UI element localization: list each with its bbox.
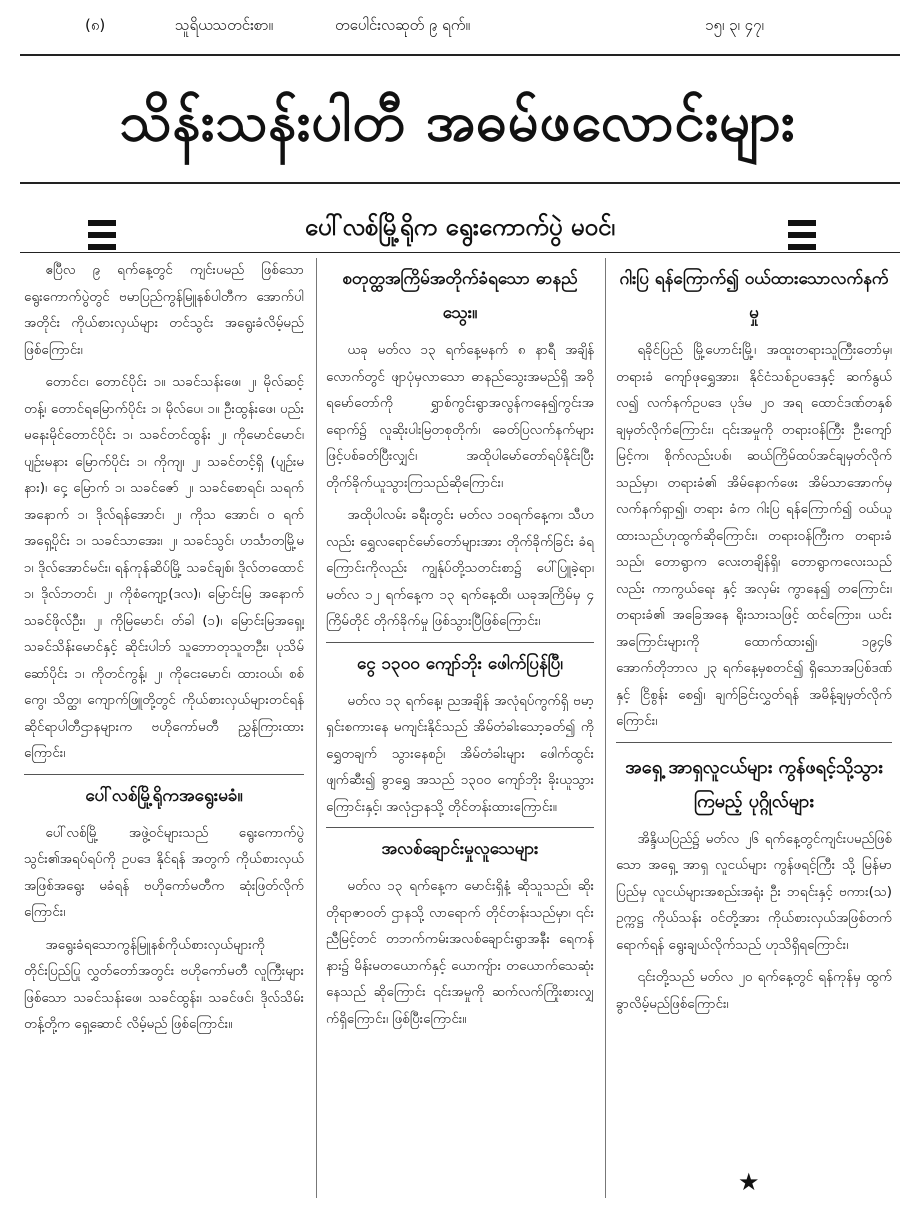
- paragraph: ဧပြီလ ၉ ရက်နေ့တွင် ကျင်းပမည် ဖြစ်သော ရွေးကောက်ပွဲတွင် ဗမာပြည်ကွန်မြူနစ်ပါတီက အောက်ပါအတိုင်း ကိုယ်စားလှယ်များ တင်သွင်း အရွေးခံလိမ့်မည် ဖြစ်ကြောင်း၊: [24, 263, 304, 358]
- date-burmese: တပေါင်းလဆုတ် ၉ ရက်။: [335, 16, 470, 34]
- paragraph: ရခိုင်ပြည် မြို့ဟောင်းမြို့၊ အထူးတရားသူကြီးတော်မှ၊ တရားခံ ကျော်ဖုရွှေအား၊ နိုင်ငံသစ်ဥပဒေနှင့် ဆက်နွယ်လ၍ လက်နက်ဥပဒေ ပုဒ်မ ၂၀ အရ ထောင်ဒဏ်တနှစ်ချမှတ်လိုက်ကြောင်း၊ ၎င်းအမှုကို တရားဝန်ကြီး ဦးကျော်မြင့်က၊ စိုက်လည်းပစ်၊ ဆယ်ကြိမ်ထပ်အင်ချမှတ်လိုက်သည်မှာ၊ တရားခံ၏ အိမ်နောက်ဖေး အိမ်သာအောက်မှ လက်နက်ရှာ၍၊ တရား ခံက ဂါးပြ ရန်ကြောက်၍ ဝယ်ယူထားသည်ဟုထွက်ဆိုကြောင်း၊ တရားဝန်ကြီးက တရားခံသည်၊ တောရွာက လေးတချိန်ရှိ၊ တောရွာကလေးသည်လည်း ကာကွယ်ရေး နှင့် အလှမ်း ကွာနေ၍ တကြောင်း၊ တရားခံ၏ အခြေအနေ ရိုးသားသဖြင့် ထင်ကြေား၊ ယင်းအကြောင်းများကို ထောက်ထား၍၊ ၁၉၄၆ အောက်တိုဘာလ ၂၃ ရက်နေ့မှစတင်၍ ရှိသောအပြစ်ဒဏ်နှင့် ငြိစွန်း စေ၍၊ ချက်ခြင်းလွှတ်ရန် အမိန့်ချမှတ်လိုက်ကြောင်း၊: [616, 343, 892, 729]
- article-heading: အရှေ့ အာရှလူငယ်များ ကွန်ဖရင့်သို့သွားကြမည့် ပုဂ္ဂိုလ်များ: [616, 742, 892, 819]
- subhead-rule: [20, 252, 900, 253]
- date-numeric: ၁၅၊ ၃၊ ၄၇၊: [705, 16, 764, 34]
- left-bar-ornament: [88, 220, 116, 250]
- middle-column: [326, 258, 594, 1039]
- article-heading: ဂါးပြ ရန်ကြောက်၍ ဝယ်ထားသောလက်နက်မှု: [619, 269, 889, 323]
- article-heading: စတုတ္ထအကြိမ်အတိုက်ခံရသော ဓာနည်သွေး။: [342, 269, 578, 323]
- article-heading: အလစ်ချောင်းမှုလူသေများ: [326, 827, 594, 866]
- column-divider-right: [605, 258, 606, 1198]
- left-column: [24, 258, 304, 1045]
- page-header: [0, 6, 915, 42]
- paragraph: အိန္ဒိယပြည်၌ မတ်လ ၂၆ ရက်နေ့တွင်ကျင်းပမည်ဖြစ်သော အရှေ့ အာရှ လူငယ်များ ကွန်ဖရင့်ကြီး သို့ မြန်မာပြည်မှ လူငယ်များအစည်းအရုံး ဦး ဘရင်းနှင့် ဗကား(သ) ဥက္ကဋ္ဌ ကိုယ်သန်း ဝင်တို့အား ကိုယ်စားလှယ်အဖြစ်တက်ရောက်ရန် ရွေးချယ်လိုက်သည် ဟုသိရှိရကြောင်း၊: [616, 831, 892, 953]
- page-number: (၈): [85, 16, 106, 34]
- paragraph: အထိုပါလမ်း ခရီးတွင်း မတ်လ ၁၀ရက်နေ့က၊ သီဟလည်း ရွှေလရောင်မော်တော်များအား တိုက်ခိုက်ခြင်း ခံရ ကြောင်းကိုလည်း ကျွန်ုပ်တို့သတင်းစာ၌ ပေါ်ပြူခဲ့ရာ၊ မတ်လ ၁၂ ရက်နေ့က ၁၃ ရက်နေ့ထိ၊ ယခုအကြိမ်မှ ၄ ကြိမ်တိုင် တိုက်ခိုက်မှု ဖြစ်သွားပြီဖြစ်ကြောင်း၊: [326, 508, 594, 629]
- paragraph: မတ်လ ၁၃ ရက်နေ့က မောင်းရှိနံ့ ဆိုသူသည်၊ ဆိုးတိုရာဇာဝတ် ဌာနသို့ လာရောက် တိုင်တန်းသည်မှာ၊ ၎င်းညီမြင့်တင် တဘက်ကမ်းအလစ်ချောင်းရွာအနီး ရေကန်နား၌ မိန်းမတယောက်နှင့် ယောကျ်ား တယောက်သေဆုံးနေသည် ဆိုကြောင်း ၎င်းအမှုကို ဆက်လက်ကြိုးစားလျှက်ရှိကြောင်း၊ ဖြစ်ပြီးကြောင်း။: [326, 879, 594, 1027]
- paragraph: မတ်လ ၁၃ ရက်နေ့၊ ညအချိန် အလုံရပ်ကွက်ရှိ ဗမာ့ရှင်းစကားနေ မကျင်းနိုင်သည် အိမ်တံခါးသော့ခတ်၍ ကိုရွှေတချက် သွားနေစဉ်၊ အိမ်တံခါးများ ဖေါက်ထွင်းဖျက်ဆီး၍ ခွာရွှေ အသည် ၁၃၀၀ ကျော်ဘိုး ခိုးယူသွားကြောင်းနှင့်၊ အလုံဌာနသို့ တိုင်တန်းထားကြောင်း။: [326, 693, 594, 815]
- star-icon: ★: [738, 1168, 760, 1196]
- masthead-headline: သိန်းသန်းပါတီ အဓမ်ဖလောင်းများ: [119, 90, 796, 153]
- paragraph: ၎င်းတို့သည် မတ်လ ၂၀ ရက်နေ့တွင် ရန်ကုန်မှ ထွက်ခွာလိမ့်မည်ဖြစ်ကြောင်း၊: [616, 970, 892, 1012]
- column-divider-left: [316, 258, 317, 1198]
- paragraph: ယခု မတ်လ ၁၃ ရက်နေ့မနက် ၈ နာရီ အချိန်လောက်တွင် ဖျာပုံမှလာသော ဓာနည်သွေးအမည်ရှိ အဝိုရမော်တော်ကို ရွှာစ်ကွင်းရွာအလွန်ကနေ၍ကွင်းအရောက်၌ လူဆိုးပါးမြတစုတိုက်၊ ခေတ်ပြလက်နက်များဖြင့်ပစ်ခတ်ပြီးလျှင်၊ အထိုပါမော်တော်ရပ်နိုင်းပြီး တိုက်ခိုက်ယူသွားကြသည်ဆိုကြောင်း၊: [326, 343, 594, 491]
- section-heading: ပေါ်လစ်မြို့ရိုကအရွေးမခံ။: [24, 774, 304, 813]
- masthead-rule: [20, 182, 900, 184]
- article-heading: ငွေ ၁၃၀၀ ကျော်ဘိုး ဖေါက်ပြန်ပြီ၊: [326, 642, 594, 681]
- right-column: [616, 258, 892, 1024]
- paragraph: အရွေးခံရသောကွန်မြူနစ်ကိုယ်စားလှယ်များကို တိုင်းပြည်ပြု လွှတ်တော်အတွင်း ဗဟိုကော်မတီ လူကြီးများဖြစ်သော သခင်သန်းဖေ၊ သခင်ထွန်း၊ သခင်ဖင်၊ ဒိုလ်သိမ်းတန့်တို့က ရှေ့ဆောင် လိမ့်မည် ဖြစ်ကြောင်း။: [24, 937, 304, 1032]
- header-rule: [20, 54, 900, 56]
- subheadline: ပေါ်လစ်မြို့ရိုက ရွေးကောက်ပွဲ မဝင်၊: [304, 213, 616, 241]
- paragraph: ပေါ်လစ်မြို့ အဖွဲ့ဝင်များသည် ရွေးကောက်ပွဲသွင်း၏အရပ်ရပ်ကို ဥပဒေ နိုင်ရန် အတွက် ကိုယ်စားလှယ်အဖြစ်အရွေး မခံရန် ဗဟိုကော်မတီက ဆုံးဖြတ်လိုက်ကြောင်း၊: [24, 825, 304, 920]
- newspaper-name: သူရိယသတင်းစာ။: [175, 16, 274, 34]
- right-bar-ornament: [788, 220, 816, 250]
- paragraph: တောင်င၊ တောင်ပိုင်း ၁။ သခင်သန်းဖေ၊ ၂၊ မိုလ်ဆင့်တန့်၊ တောင်ရမြောက်ပိုင်း ၁၊ မိုလ်ပေ၊ ၁။ ဦးထွန်းဖေ၊ ပည်းမနေးမိုင်တောင်ပိုင်း ၁၊ သခင်တင်ထွန်း ၂၊ ကိုမောင်မောင်၊ ပျဉ်းမနား မြောက်ပိုင်း ၁၊ ကိုကျ၊ ၂၊ သခင်တင့်ရှိ (ပျဉ်းမနား)၊ ငှေ့ မြောက် ၁၊ သခင်ဇော် ၂၊ သခင်စောရင်၊ သရက်အနောက် ၁၊ ဒိုလ်ရန်အောင်၊ ၂၊ ကိုသ အောင်၊ ဝ ရက် အရှေ့ပိုင်း ၁၊ သခင်သာအေး၊ ၂၊ သခင်သွင်၊ ဟင်္သာတမြို့မ ၁၊ ဒိုလ်အောင်မင်း၊ ရန်ကုန်ဆိပ်မြို့ သခင်ချစ်၊ ဒိုလ်တထောင် ၁၊ ဒိုလ်ဘတင်၊ ၂၊ ကိုစံကျော့(ဒလ)၊ မြောင်းမြ အနောက် သခင်ဖိုလ်ဦး၊ ၂၊ ကိုမြမောင်၊ တ်ခါ (၁)၊ မြောင်းမြအရှေ့၊ သခင်သိန်းမောင်နှင့် ဆိုင်းပါဘ် သူဘောတုသူတဦး၊ ပုသိမ်ဆော်ပိုင်း ၁၊ ကိုတင်ကွန့်၊ ၂၊ ကိုငေးမောင်၊ ထားဝယ်၊ စစ်ကွေ၊ သိတ္ထ၊ ကျောက်ဖြူတို့တွင် ကိုယ်စားလှယ်များတင်ရန်ဆိုင်ရာပါတီဌာနများက ဗဟိုကော်မတီ ညွှန်ကြားထားကြောင်း၊: [24, 375, 304, 761]
